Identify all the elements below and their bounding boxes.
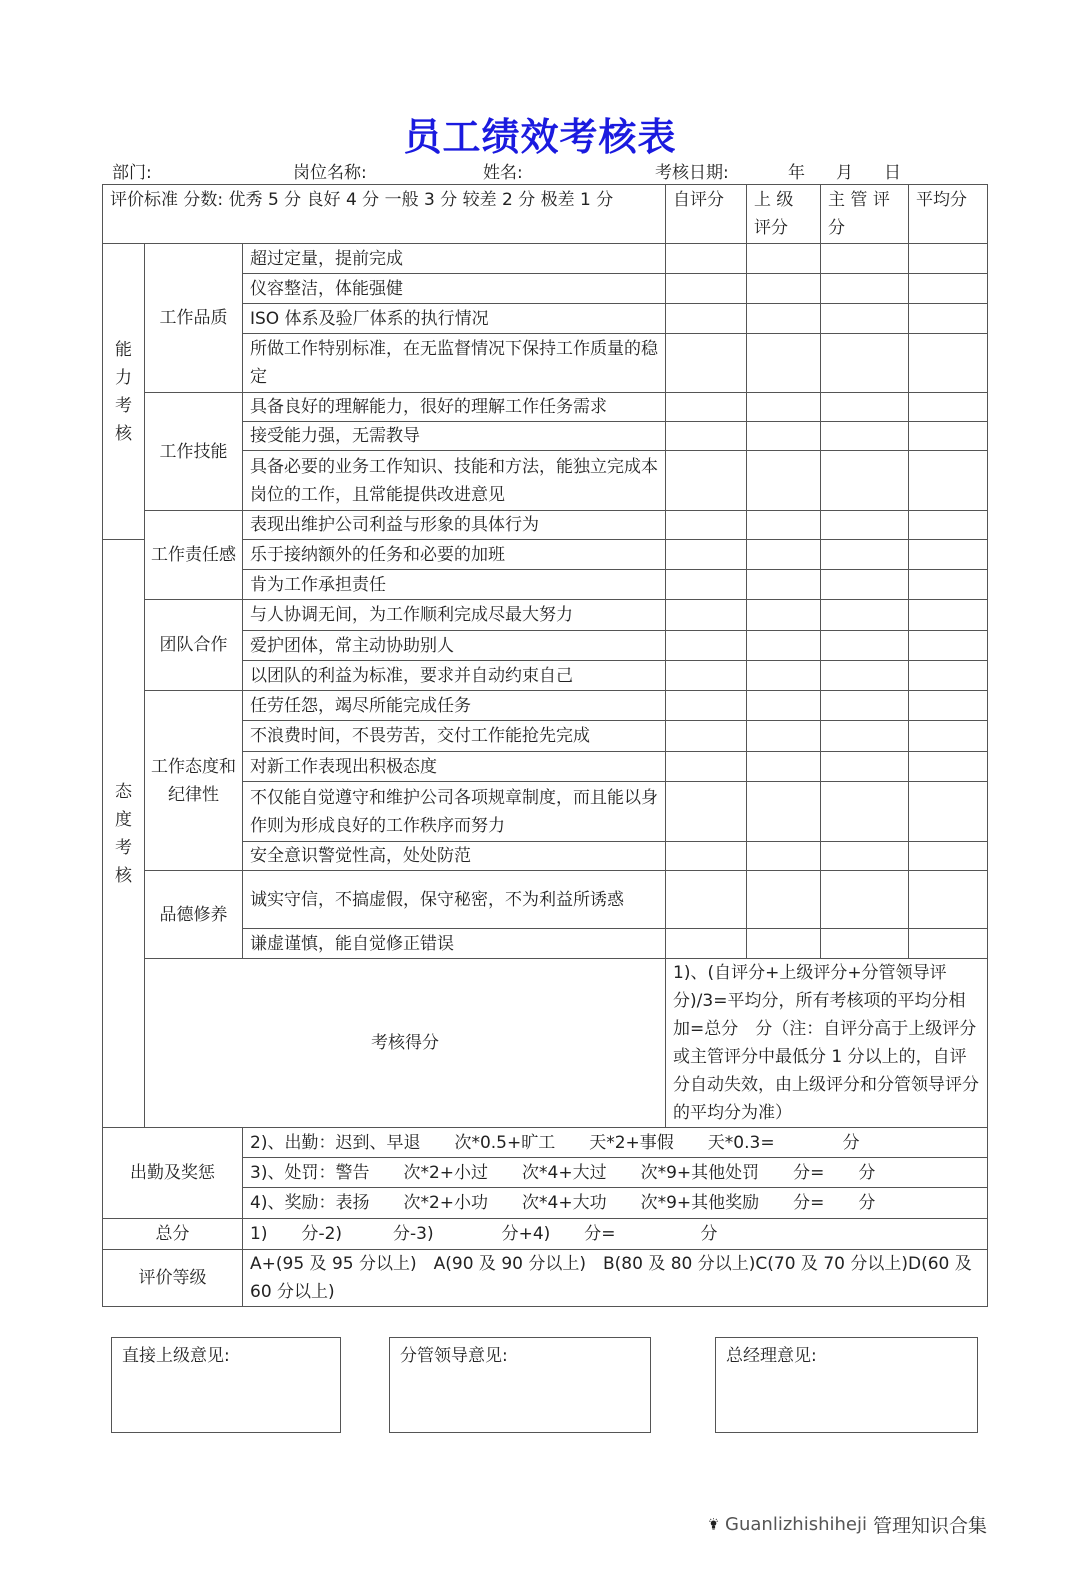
table-row [103, 393, 988, 422]
average-score-cell[interactable] [909, 782, 988, 842]
self-score-cell[interactable] [666, 244, 747, 274]
average-score-cell[interactable] [909, 721, 988, 752]
manager-score-cell[interactable] [821, 782, 909, 842]
criterion-text: 对新工作表现出积极态度 [243, 752, 666, 782]
self-score-header: 自评分 [666, 185, 747, 244]
self-score-cell[interactable] [666, 661, 747, 691]
average-score-cell[interactable] [909, 274, 988, 304]
group-label: 工作责任感 [145, 511, 243, 600]
superior-score-cell[interactable] [747, 511, 821, 540]
self-score-cell[interactable] [666, 540, 747, 570]
self-score-cell[interactable] [666, 334, 747, 393]
summary-label: 总分 [103, 1219, 243, 1250]
manager-score-cell[interactable] [821, 842, 909, 871]
superior-score-cell[interactable] [747, 244, 821, 274]
manager-score-cell[interactable] [821, 451, 909, 511]
summary-text: 2)、出勤：迟到、早退 次*0.5+旷工 天*2+事假 天*0.3= 分 [243, 1128, 988, 1158]
self-score-cell[interactable] [666, 274, 747, 304]
table-row [103, 600, 988, 631]
self-score-cell[interactable] [666, 871, 747, 929]
superior-score-cell[interactable] [747, 752, 821, 782]
category-label: 态度考核 [115, 781, 132, 886]
superior-score-cell[interactable] [747, 929, 821, 959]
group-label: 工作态度和纪律性 [145, 691, 243, 871]
opinion-section [102, 1337, 987, 1434]
manager-score-cell[interactable] [821, 334, 909, 393]
criterion-text: 以团队的利益为标准，要求并自动约束自己 [243, 661, 666, 691]
average-score-cell[interactable] [909, 752, 988, 782]
average-score-cell[interactable] [909, 422, 988, 451]
summary-row [103, 1250, 988, 1307]
summary-text: 1)、(自评分+上级评分+分管领导评分)/3=平均分，所有考核项的平均分相加=总分 分（注：自评分高于上级评分或主管评分中最低分 1 分以上的，自评分自动失效，由上级评分和分管领导评分的平均分为准） [666, 959, 988, 1128]
division-leader-opinion-label: 分管领导意见: [400, 1346, 508, 1366]
manager-score-cell[interactable] [821, 871, 909, 929]
header-row [103, 185, 988, 244]
footer-brand [708, 1508, 987, 1540]
criterion-text: 不仅能自觉遵守和维护公司各项规章制度，而且能以身作则为形成良好的工作秩序而努力 [243, 782, 666, 842]
average-score-cell[interactable] [909, 842, 988, 871]
table-row [103, 691, 988, 721]
summary-text: 4)、奖励：表扬 次*2+小功 次*4+大功 次*9+其他奖励 分= 分 [243, 1188, 988, 1219]
average-score-cell[interactable] [909, 451, 988, 511]
criterion-text: 诚实守信，不搞虚假，保守秘密，不为利益所诱惑 [243, 871, 666, 929]
direct-superior-opinion-box[interactable] [111, 1337, 341, 1433]
evaluation-table [102, 184, 988, 1307]
average-score-cell[interactable] [909, 600, 988, 631]
page-title: 员工绩效考核表 [403, 115, 677, 159]
criterion-text: 接受能力强，无需教导 [243, 422, 666, 451]
table-row [103, 244, 988, 274]
average-score-cell[interactable] [909, 871, 988, 929]
form-body [102, 184, 987, 1540]
superior-score-cell[interactable] [747, 661, 821, 691]
superior-score-cell[interactable] [747, 570, 821, 600]
manager-score-cell[interactable] [821, 244, 909, 274]
criterion-text: 谦虚谨慎，能自觉修正错误 [243, 929, 666, 959]
criterion-text: 爱护团体，常主动协助别人 [243, 631, 666, 661]
group-label: 工作技能 [145, 393, 243, 511]
summary-label: 出勤及奖惩 [103, 1128, 243, 1219]
group-label: 团队合作 [145, 600, 243, 691]
self-score-cell[interactable] [666, 393, 747, 422]
manager-score-cell[interactable] [821, 570, 909, 600]
average-score-cell[interactable] [909, 929, 988, 959]
criterion-text: 表现出维护公司利益与形象的具体行为 [243, 511, 666, 540]
footer-brand-cn: 管理知识合集 [872, 1514, 987, 1537]
manager-score-cell[interactable] [821, 600, 909, 631]
summary-row [103, 1219, 988, 1250]
average-score-cell[interactable] [909, 334, 988, 393]
summary-row [103, 1128, 988, 1158]
manager-score-cell[interactable] [821, 661, 909, 691]
group-label: 品德修养 [145, 871, 243, 959]
direct-superior-opinion-label: 直接上级意见: [122, 1346, 230, 1366]
criterion-text: 与人协调无间，为工作顺利完成尽最大努力 [243, 600, 666, 631]
criterion-text: 具备必要的业务工作知识、技能和方法，能独立完成本岗位的工作，且常能提供改进意见 [243, 451, 666, 511]
summary-label: 评价等级 [103, 1250, 243, 1307]
average-score-cell[interactable] [909, 304, 988, 334]
table-row [103, 871, 988, 929]
month-label: 月 [836, 163, 853, 183]
self-score-cell[interactable] [666, 842, 747, 871]
criterion-text: 所做工作特别标准，在无监督情况下保持工作质量的稳定 [243, 334, 666, 393]
superior-score-header: 上 级 评分 [747, 185, 821, 244]
criterion-text: 超过定量，提前完成 [243, 244, 666, 274]
manager-score-cell[interactable] [821, 274, 909, 304]
criteria-header: 评价标准 分数: 优秀 5 分 良好 4 分 一般 3 分 较差 2 分 极差 1 分 [103, 185, 666, 244]
criterion-text: 不浪费时间，不畏劳苦，交付工作能抢先完成 [243, 721, 666, 752]
average-score-header: 平均分 [909, 185, 988, 244]
criterion-text: 安全意识警觉性高，处处防范 [243, 842, 666, 871]
year-label: 年 [788, 163, 805, 183]
superior-score-cell[interactable] [747, 691, 821, 721]
superior-score-cell[interactable] [747, 304, 821, 334]
criterion-text: ISO 体系及验厂体系的执行情况 [243, 304, 666, 334]
superior-score-cell[interactable] [747, 721, 821, 752]
criterion-text: 具备良好的理解能力，很好的理解工作任务需求 [243, 393, 666, 422]
superior-score-cell[interactable] [747, 274, 821, 304]
manager-score-cell[interactable] [821, 752, 909, 782]
superior-score-cell[interactable] [747, 871, 821, 929]
category-cell [103, 244, 145, 540]
average-score-cell[interactable] [909, 540, 988, 570]
average-score-cell[interactable] [909, 570, 988, 600]
average-score-cell[interactable] [909, 691, 988, 721]
manager-score-cell[interactable] [821, 691, 909, 721]
manager-score-cell[interactable] [821, 422, 909, 451]
group-label: 工作品质 [145, 244, 243, 393]
manager-score-cell[interactable] [821, 631, 909, 661]
general-manager-opinion-box[interactable] [715, 1337, 978, 1433]
category-cell [103, 540, 145, 1128]
superior-score-cell[interactable] [747, 393, 821, 422]
summary-label: 考核得分 [145, 959, 666, 1128]
superior-score-cell[interactable] [747, 631, 821, 661]
manager-score-cell[interactable] [821, 540, 909, 570]
self-score-cell[interactable] [666, 631, 747, 661]
average-score-cell[interactable] [909, 511, 988, 540]
superior-score-cell[interactable] [747, 451, 821, 511]
summary-text: 3)、处罚：警告 次*2+小过 次*4+大过 次*9+其他处罚 分= 分 [243, 1158, 988, 1188]
self-score-cell[interactable] [666, 600, 747, 631]
lightbulb-icon [708, 1508, 719, 1540]
superior-score-cell[interactable] [747, 540, 821, 570]
summary-text: 1) 分-2) 分-3) 分+4) 分= 分 [243, 1219, 988, 1250]
superior-score-cell[interactable] [747, 334, 821, 393]
manager-score-cell[interactable] [821, 511, 909, 540]
criterion-text: 乐于接纳额外的任务和必要的加班 [243, 540, 666, 570]
criterion-text: 仪容整洁，体能强健 [243, 274, 666, 304]
average-score-cell[interactable] [909, 393, 988, 422]
average-score-cell[interactable] [909, 661, 988, 691]
superior-score-cell[interactable] [747, 422, 821, 451]
average-score-cell[interactable] [909, 631, 988, 661]
day-label: 日 [884, 163, 901, 183]
manager-score-cell[interactable] [821, 929, 909, 959]
criterion-text: 任劳任怨，竭尽所能完成任务 [243, 691, 666, 721]
self-score-cell[interactable] [666, 929, 747, 959]
manager-score-cell[interactable] [821, 304, 909, 334]
self-score-cell[interactable] [666, 782, 747, 842]
dept-label: 部门: [112, 163, 152, 183]
criterion-text: 肯为工作承担责任 [243, 570, 666, 600]
superior-score-cell[interactable] [747, 842, 821, 871]
self-score-cell[interactable] [666, 570, 747, 600]
summary-row [103, 959, 988, 1128]
manager-score-cell[interactable] [821, 393, 909, 422]
category-label: 能力考核 [115, 339, 132, 444]
self-score-cell[interactable] [666, 752, 747, 782]
self-score-cell[interactable] [666, 304, 747, 334]
footer-brand-en: Guanlizhishiheji [725, 1513, 867, 1535]
self-score-cell[interactable] [666, 691, 747, 721]
superior-score-cell[interactable] [747, 782, 821, 842]
general-manager-opinion-label: 总经理意见: [726, 1346, 817, 1366]
date-label: 考核日期: [655, 163, 729, 183]
manager-score-header: 主 管 评 分 [821, 185, 909, 244]
position-label: 岗位名称: [293, 163, 367, 183]
name-label: 姓名: [483, 163, 523, 183]
manager-score-cell[interactable] [821, 721, 909, 752]
self-score-cell[interactable] [666, 721, 747, 752]
division-leader-opinion-box[interactable] [389, 1337, 651, 1433]
superior-score-cell[interactable] [747, 600, 821, 631]
self-score-cell[interactable] [666, 451, 747, 511]
table-row [103, 511, 988, 540]
summary-text: A+(95 及 95 分以上) A(90 及 90 分以上) B(80 及 80 分以上)C(70 及 70 分以上)D(60 及 60 分以上) [243, 1250, 988, 1307]
self-score-cell[interactable] [666, 422, 747, 451]
self-score-cell[interactable] [666, 511, 747, 540]
average-score-cell[interactable] [909, 244, 988, 274]
